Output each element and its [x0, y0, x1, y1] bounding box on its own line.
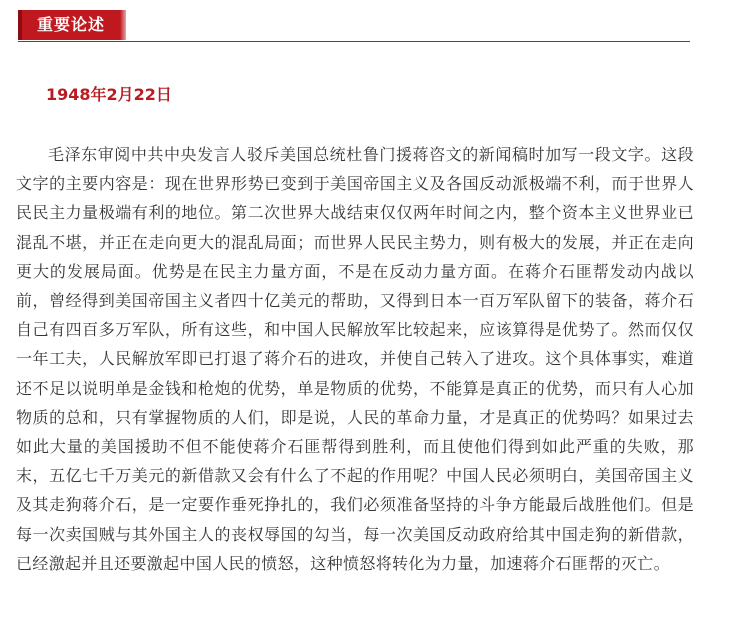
section-title: 重要论述	[18, 10, 120, 40]
article-date: 1948年2月22日	[46, 85, 172, 104]
article-body: 毛泽东审阅中共中央发言人驳斥美国总统杜鲁门援蒋咨文的新闻稿时加写一段文字。这段文字的主要内容是：现在世界形势已变到于美国帝国主义及各国反动派极端不利，而于世界人民民主力量极端有利的地位。第二次世界大战结束仅仅两年时间之内，整个资本主义世界业已混乱不堪，并正在走向更大的混乱局面；而世界人民民主势力，则有极大的发展，并正在走向更大的发展局面。优势是在民主力量方面，不是在反动力量方面。在蒋介石匪帮发动内战以前，曾经得到美国帝国主义者四十亿美元的帮助，又得到日本一百万军队留下的装备，蒋介石自己有四百多万军队，所有这些，和中国人民解放军比较起来，应该算得是优势了。然而仅仅一年工夫，人民解放军即已打退了蒋介石的进攻，并使自己转入了进攻。这个具体事实，难道还不足以说明单是金钱和枪炮的优势，单是物质的优势，不能算是真正的优势，而只有人心加物质的总和，只有掌握物质的人们，即是说，人民的革命力量，才是真正的优势吗？如果过去如此大量的美国援助不但不能使蒋介石匪帮得到胜利，而且使他们得到如此严重的失败，那末，五亿七千万美元的新借款又会有什么了不起的作用呢？中国人民必须明白，美国帝国主义及其走狗蒋介石，是一定要作垂死挣扎的，我们必须准备坚持的斗争方能最后战胜他们。但是每一次卖国贼与其外国主人的丧权辱国的勾当，每一次美国反动政府给其中国走狗的新借款，已经激起并且还要激起中国人民的愤怒，这种愤怒将转化为力量，加速蒋介石匪帮的灭亡。	[16, 145, 694, 573]
header-divider	[18, 41, 690, 42]
section-header	[18, 10, 690, 44]
